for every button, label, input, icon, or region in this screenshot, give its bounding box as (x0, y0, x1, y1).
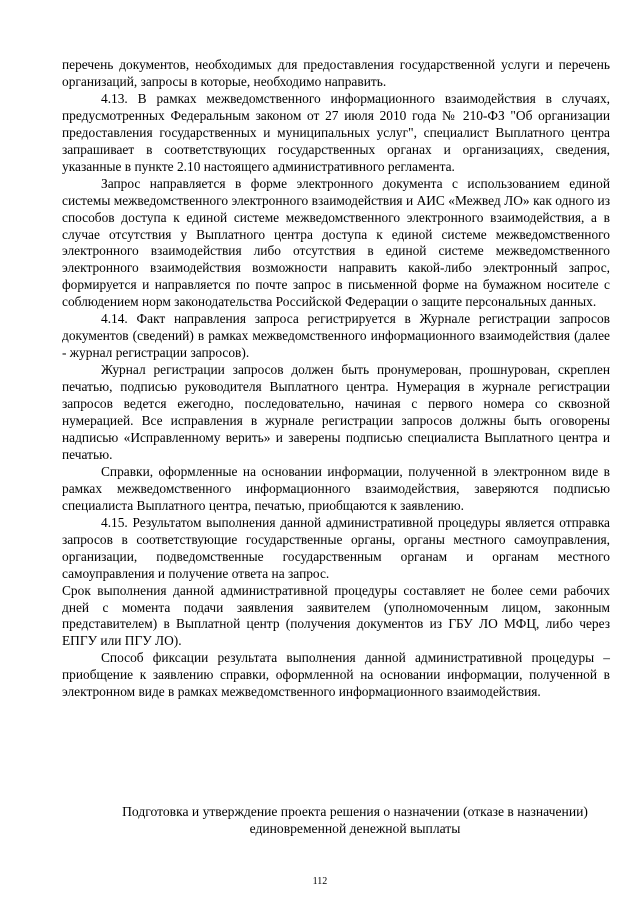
page-number: 112 (312, 876, 328, 887)
section-title: Подготовка и утверждение проекта решения о назначении (отказе в назначении) единовременной денежной выплаты (122, 804, 588, 836)
paragraph: Журнал регистрации запросов должен быть пронумерован, прошнурован, скреплен печатью, подписью руководителя Выплатного центра. Нумерация в журнале регистрации запросов ведется ежегодно, последовательно, начиная с первого номера со сквозной нумерацией. Все исправления в журнале регистрации запросов должны быть оговорены надписью «Исправленному верить» и заверены подписью специалиста Выплатного центра и печатью. (62, 362, 610, 462)
paragraph: Справки, оформленные на основании информации, полученной в электронном виде в рамках межведомственного информационного взаимодействия, заверяются подписью специалиста Выплатного центра, печатью, приобщаются к заявлению. (62, 463, 610, 513)
paragraph: перечень документов, необходимых для предоставления государственной услуги и перечень организаций, запросы в которые, необходимо направить. (62, 57, 610, 89)
paragraph: 4.14. Факт направления запроса регистрируется в Журнале регистрации запросов документов (сведений) в рамках межведомственного информационного взаимодействия (далее - журнал регистрации запросов). (62, 311, 610, 361)
paragraph: 4.13. В рамках межведомственного информационного взаимодействия в случаях, предусмотренных Федеральным законом от 27 июля 2010 года № 210-ФЗ "Об организации предоставления государственных и муниципальных услуг", специалист Выплатного центра запрашивает в соответствующих государственных органах и организациях, сведения, указанные в пункте 2.10 настоящего административного регламента. (62, 90, 610, 174)
paragraph: Способ фиксации результата выполнения данной административной процедуры –приобщение к заявлению справки, оформленной на основании информации, полученной в электронном виде в рамках межведомственного информационного взаимодействия. (62, 650, 610, 700)
document-body (62, 57, 610, 701)
paragraph: 4.15. Результатом выполнения данной административной процедуры является отправка запросов в соответствующие государственные органы, органы местного самоуправления, организации, подведомственные государственным органам и органам местного самоуправления и получение ответа на запрос. (62, 514, 610, 581)
paragraph: Запрос направляется в форме электронного документа с использованием единой системы межведомственного электронного взаимодействия и АИС «Межвед ЛО» как одного из способов доступа к единой системе межведомственного электронного взаимодействия, а в случае отсутствия у Выплатного центра доступа к единой системе межведомственного электронного взаимодействия либо отсутствия в единой системе межведомственного электронного взаимодействия возможности направить какой-либо электронный запрос, формируется и направляется по почте запрос в письменной форме на бумажном носителе с соблюдением норм законодательства Российской Федерации о защите персональных данных. (62, 175, 610, 310)
paragraph: Срок выполнения данной административной процедуры составляет не более семи рабочих дней с момента подачи заявления заявителем (уполномоченным лицом, законным представителем) в Выплатной центр (получения документов из ГБУ ЛО МФЦ, либо через ЕПГУ или ПГУ ЛО). (62, 582, 610, 649)
